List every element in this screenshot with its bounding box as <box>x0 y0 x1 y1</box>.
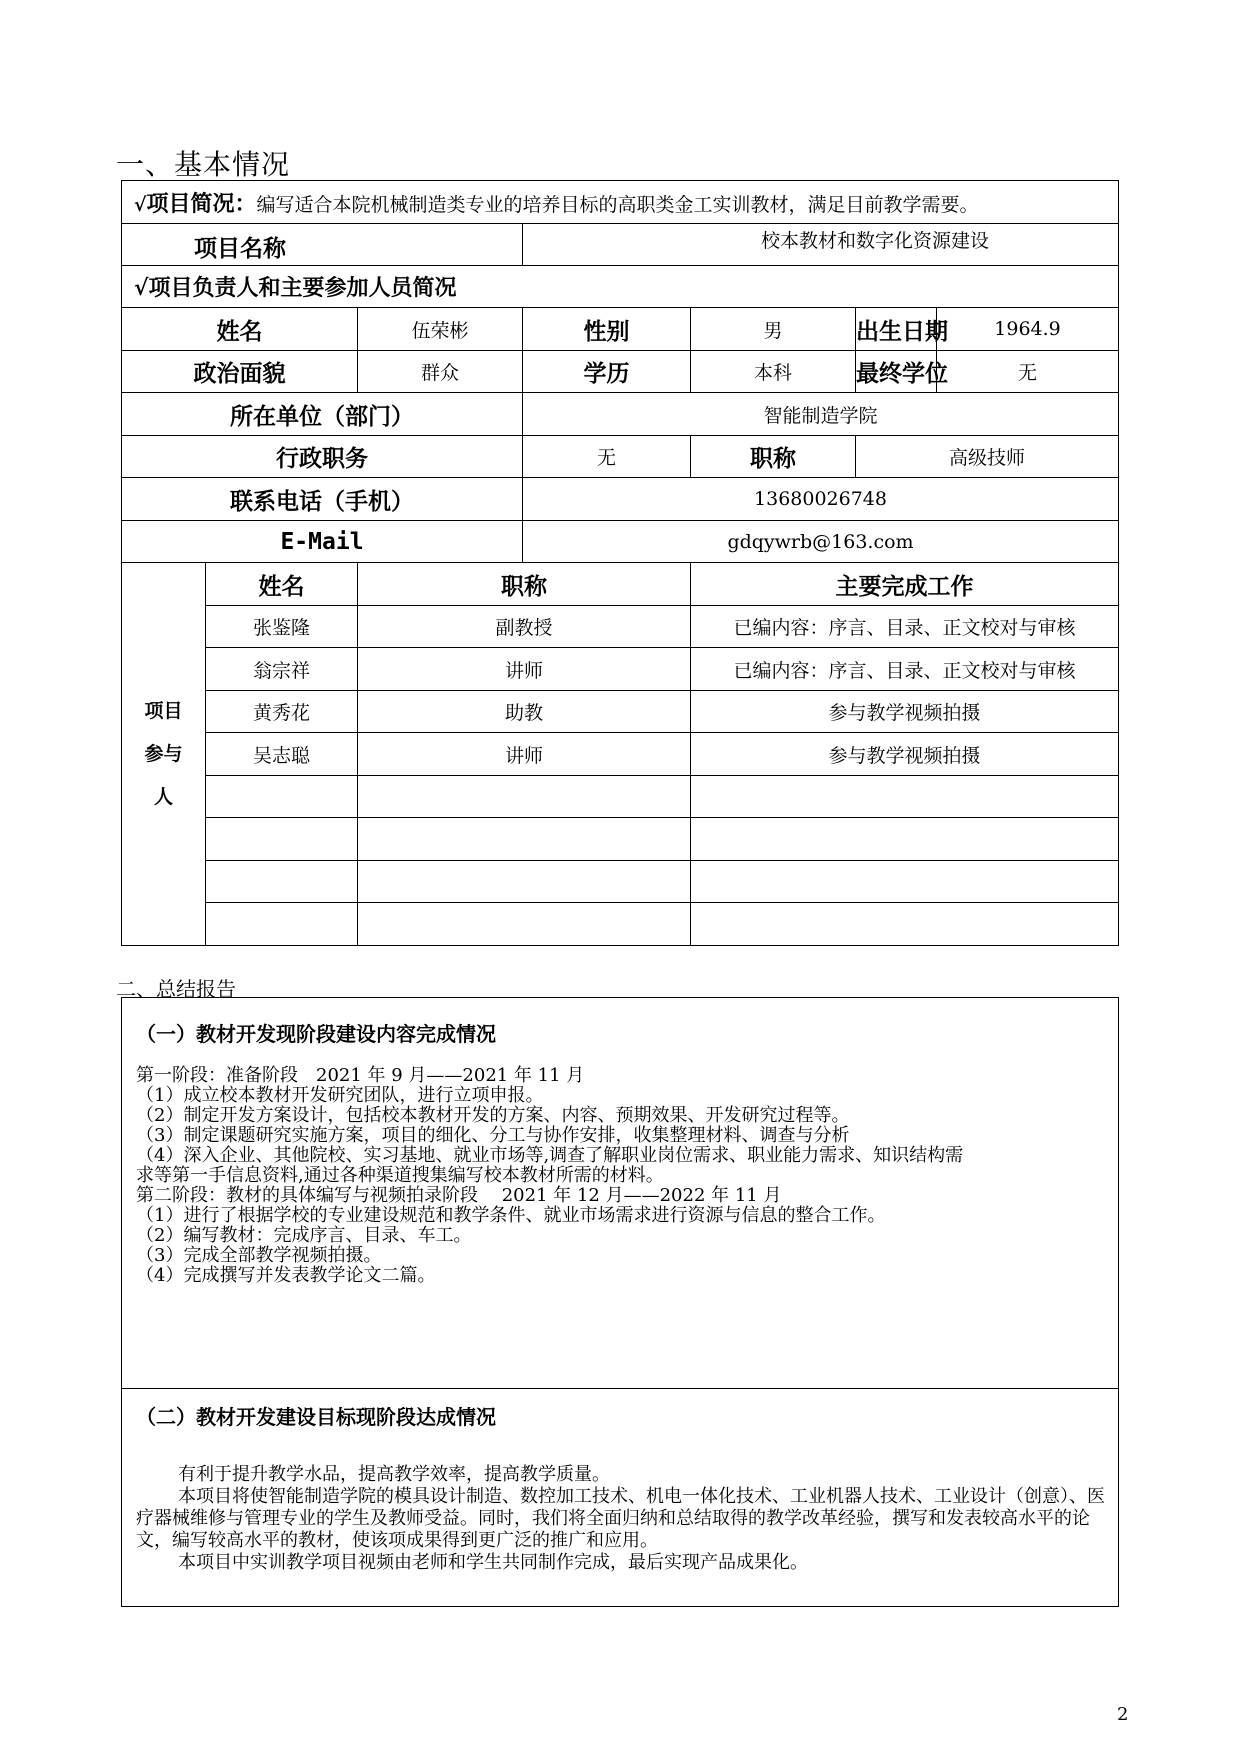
participants-title-header: 职称 <box>358 563 691 606</box>
participant-row <box>122 903 1119 946</box>
report-paragraph: 本项目中实训教学项目视频由老师和学生共同制作完成，最后实现产品成果化。 <box>178 1552 808 1573</box>
leader-birth: 1964.9 <box>937 308 1119 351</box>
gender-label: 性别 <box>523 308 691 351</box>
email-label: E-Mail <box>122 521 523 563</box>
unit-label: 所在单位（部门） <box>122 393 523 436</box>
leader-header-text: 项目负责人和主要参加人员简况 <box>148 276 457 301</box>
title-label: 职称 <box>691 436 856 478</box>
phone-row <box>122 478 1119 521</box>
leader-degree: 无 <box>937 351 1119 393</box>
participant-row <box>122 776 1119 818</box>
basic-info-table <box>121 180 1119 946</box>
report-line: （3）制定课题研究实施方案，项目的细化、分工与协作安排，收集整理材料、调查与分析 <box>136 1125 850 1146</box>
report-line: （1）进行了根据学校的专业建设规范和教学条件、就业市场需求进行资源与信息的整合工作。 <box>136 1205 886 1226</box>
participant-work: 参与教学视频拍摄 <box>691 691 1119 733</box>
project-name-label: 项目名称 <box>122 224 523 266</box>
section-title-summary: 二、总结报告 <box>116 977 236 1001</box>
participants-header-row <box>122 563 1119 606</box>
participant-work <box>691 818 1119 861</box>
report-line: （3）完成全部教学视频拍摄。 <box>136 1245 382 1266</box>
participant-row <box>122 733 1119 776</box>
report-part-2 <box>122 1389 1118 1606</box>
participant-name: 黄秀花 <box>206 691 358 733</box>
leader-title: 高级技师 <box>856 436 1119 478</box>
intro-label: 项目简况： <box>146 191 257 217</box>
degree-label: 最终学位 <box>856 351 937 393</box>
participant-row <box>122 818 1119 861</box>
participant-name <box>206 776 358 818</box>
leader-row-2 <box>122 351 1119 393</box>
participant-row <box>122 691 1119 733</box>
participant-title <box>358 776 691 818</box>
participant-title: 助教 <box>358 691 691 733</box>
leader-unit: 智能制造学院 <box>523 393 1119 436</box>
report-part-1 <box>122 998 1118 1389</box>
report-part2-body <box>136 1464 1108 1574</box>
leader-row-1 <box>122 308 1119 351</box>
leader-header-row <box>122 266 1119 308</box>
participant-title: 副教授 <box>358 606 691 648</box>
unit-row <box>122 393 1119 436</box>
report-paragraph: 本项目将使智能制造学院的模具设计制造、数控加工技术、机电一体化技术、工业机器人技术、工业设计（创意）、医疗器械维修与管理专业的学生及教师受益。同时，我们将全面归纳和总结取得的教学改革经验，撰写和发表较高水平的论文，编写较高水平的教材，使该项成果得到更广泛的推广和应用。 <box>136 1486 1105 1551</box>
participant-work: 已编内容：序言、目录、正文校对与审核 <box>691 606 1119 648</box>
birth-label: 出生日期 <box>856 308 937 351</box>
participant-work <box>691 776 1119 818</box>
politics-label: 政治面貌 <box>122 351 358 393</box>
check-icon: √ <box>134 275 149 301</box>
report-part1-body <box>136 1066 1108 1286</box>
participant-title <box>358 903 691 946</box>
participant-row <box>122 861 1119 903</box>
report-line: （2）编写教材：完成序言、目录、车工。 <box>136 1225 472 1246</box>
admin-row <box>122 436 1119 478</box>
leader-education: 本科 <box>691 351 856 393</box>
report-part2-title: （二）教材开发建设目标现阶段达成情况 <box>136 1405 496 1429</box>
participant-name: 张鉴隆 <box>206 606 358 648</box>
participant-name: 翁宗祥 <box>206 648 358 691</box>
report-line: 第二阶段：教材的具体编写与视频拍录阶段 2021 年 12 月——2022 年 11 月 <box>136 1185 782 1206</box>
participant-work <box>691 903 1119 946</box>
intro-text: 编写适合本院机械制造类专业的培养目标的高职类金工实训教材，满足目前教学需要。 <box>256 193 979 216</box>
participants-side-label: 项目 参与 人 <box>122 563 206 946</box>
section-title-basic-info: 一、基本情况 <box>116 148 291 181</box>
participant-name <box>206 861 358 903</box>
leader-email[interactable]: gdqywrb@163.com <box>523 521 1119 563</box>
participant-row <box>122 648 1119 691</box>
page-number: 2 <box>1117 1704 1129 1725</box>
report-line: （2）制定开发方案设计，包括校本教材开发的方案、内容、预期效果、开发研究过程等。 <box>136 1105 850 1126</box>
email-row <box>122 521 1119 563</box>
report-part1-title: （一）教材开发现阶段建设内容完成情况 <box>136 1022 496 1046</box>
report-line: （4）深入企业、其他院校、实习基地、就业市场等,调查了解职业岗位需求、职业能力需求、知识结构需 <box>136 1145 964 1166</box>
leader-gender: 男 <box>691 308 856 351</box>
admin-label: 行政职务 <box>122 436 523 478</box>
project-name-row <box>122 224 1119 266</box>
name-label: 姓名 <box>122 308 358 351</box>
report-line: （4）完成撰写并发表教学论文二篇。 <box>136 1265 436 1286</box>
participant-title: 讲师 <box>358 648 691 691</box>
report-paragraph: 有利于提升教学水品，提高教学效率，提高教学质量。 <box>178 1464 610 1485</box>
phone-label: 联系电话（手机） <box>122 478 523 521</box>
participants-work-header: 主要完成工作 <box>691 563 1119 606</box>
leader-politics: 群众 <box>358 351 523 393</box>
participant-work: 参与教学视频拍摄 <box>691 733 1119 776</box>
leader-phone: 13680026748 <box>523 478 1119 521</box>
leader-name: 伍荣彬 <box>358 308 523 351</box>
participant-title: 讲师 <box>358 733 691 776</box>
participant-name <box>206 818 358 861</box>
participant-title <box>358 861 691 903</box>
participant-title <box>358 818 691 861</box>
participant-work: 已编内容：序言、目录、正文校对与审核 <box>691 648 1119 691</box>
check-icon: √ <box>134 193 147 216</box>
participant-name <box>206 903 358 946</box>
participant-row <box>122 606 1119 648</box>
report-line: 第一阶段：准备阶段 2021 年 9 月——2021 年 11 月 <box>136 1065 585 1086</box>
education-label: 学历 <box>523 351 691 393</box>
report-line: 求等第一手信息资料,通过各种渠道搜集编写校本教材所需的材料。 <box>136 1165 664 1186</box>
leader-admin: 无 <box>523 436 691 478</box>
report-line: （1）成立校本教材开发研究团队，进行立项申报。 <box>136 1085 544 1106</box>
intro-row <box>122 181 1119 224</box>
summary-report <box>121 997 1119 1607</box>
project-name-value: 校本教材和数字化资源建设 <box>523 224 1119 266</box>
participants-name-header: 姓名 <box>206 563 358 606</box>
participant-work <box>691 861 1119 903</box>
participant-name: 吴志聪 <box>206 733 358 776</box>
